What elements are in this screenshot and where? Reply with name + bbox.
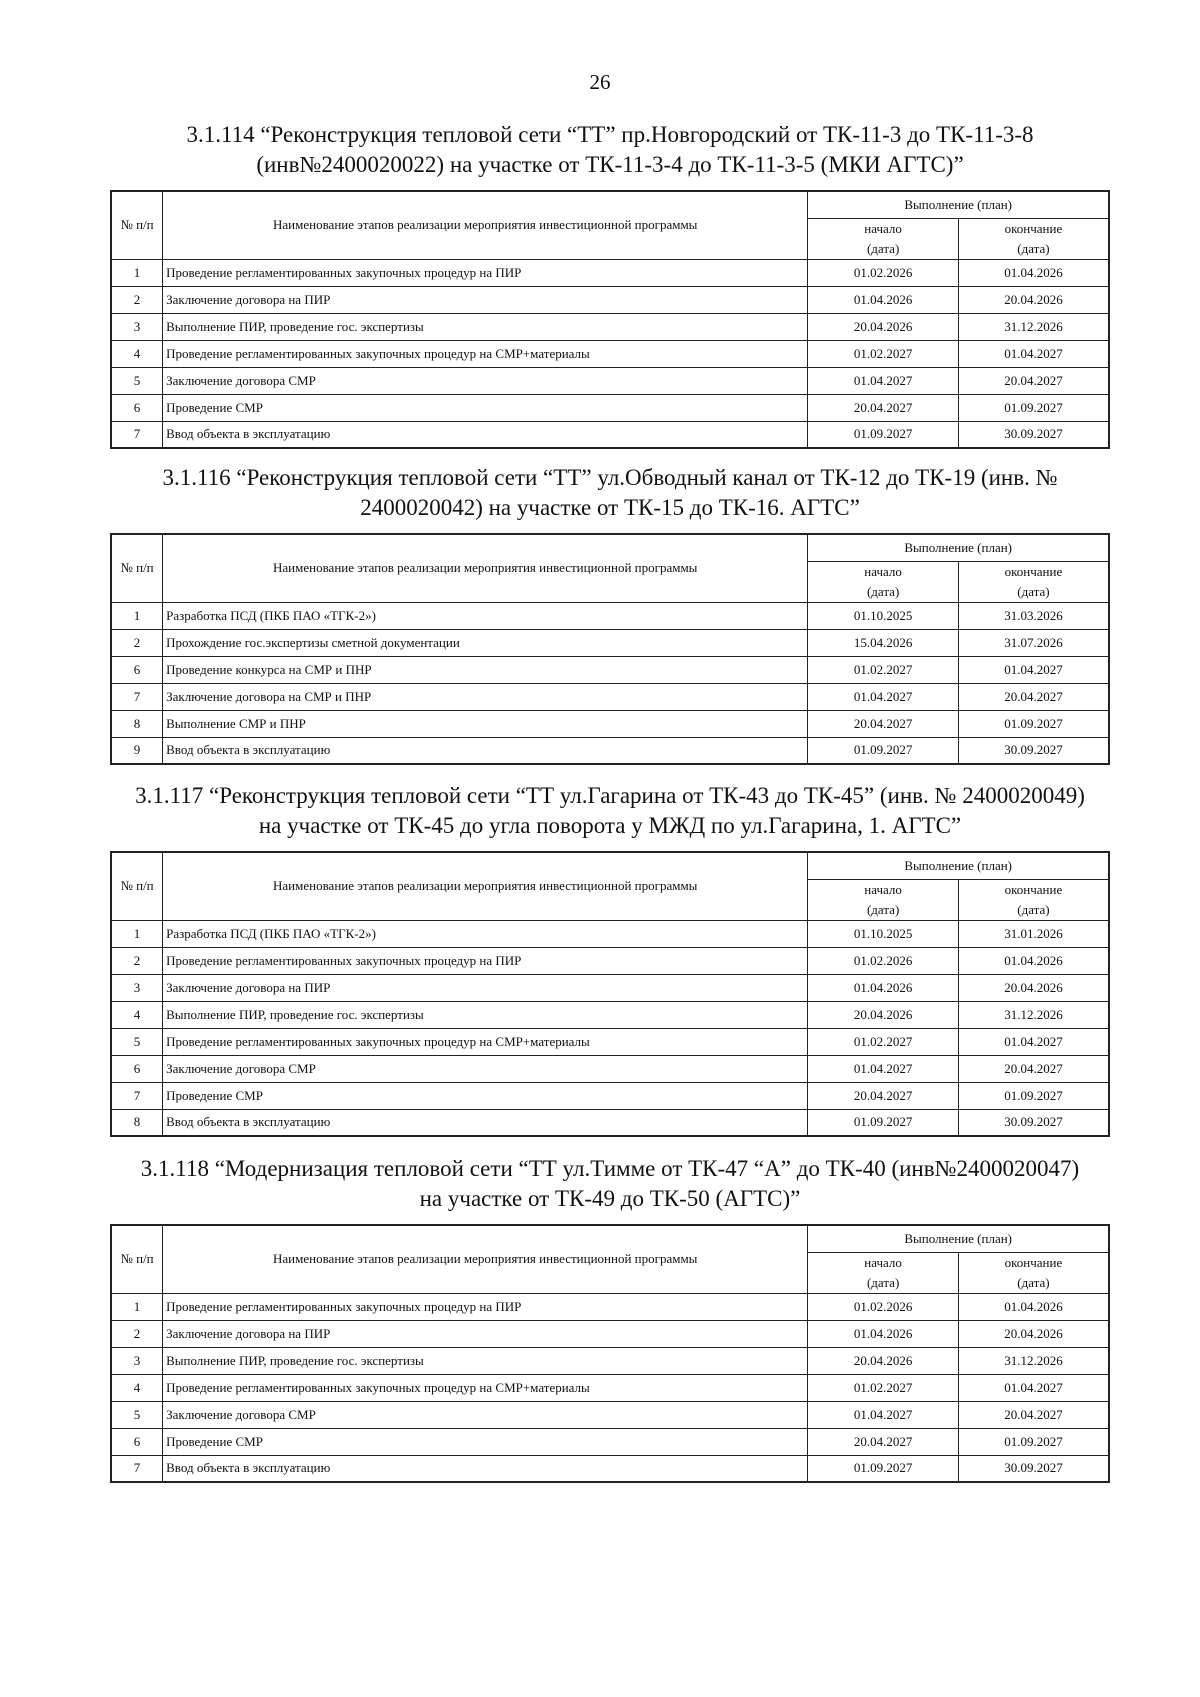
header-execution: Выполнение (план) — [808, 191, 1109, 218]
header-end-label: окончание — [1004, 1254, 1063, 1270]
row-start-date: 15.04.2026 — [808, 629, 959, 656]
header-name: Наименование этапов реализации мероприятия инвестиционной программы — [163, 1225, 808, 1293]
table-row — [111, 1293, 1109, 1320]
header-start-sublabel: (дата) — [866, 1274, 900, 1290]
row-start-date: 01.04.2026 — [808, 974, 959, 1001]
row-end-date: 01.04.2027 — [958, 1374, 1109, 1401]
row-start-date: 20.04.2026 — [808, 1001, 959, 1028]
section-title — [90, 463, 1130, 523]
row-stage-name: Заключение договора на ПИР — [163, 974, 808, 1001]
row-start-date: 20.04.2027 — [808, 394, 959, 421]
section-title — [90, 1154, 1130, 1214]
row-end-date: 30.09.2027 — [958, 737, 1109, 764]
table-row — [111, 1401, 1109, 1428]
row-end-date: 01.04.2027 — [958, 656, 1109, 683]
page-number: 26 — [589, 70, 611, 94]
table-row — [111, 421, 1109, 448]
table-row — [111, 947, 1109, 974]
row-number: 7 — [111, 1455, 163, 1482]
header-end-sublabel: (дата) — [1017, 240, 1050, 256]
section-3-1-118 — [110, 1154, 1110, 1483]
row-number: 3 — [111, 1347, 163, 1374]
row-number: 5 — [111, 1401, 163, 1428]
row-stage-name: Выполнение ПИР, проведение гос. экспертизы — [163, 313, 808, 340]
row-end-date: 31.12.2026 — [958, 313, 1109, 340]
row-end-date: 31.01.2026 — [958, 920, 1109, 947]
table-row — [111, 1001, 1109, 1028]
header-num: № п/п — [111, 191, 163, 259]
row-stage-name: Ввод объекта в эксплуатацию — [163, 421, 808, 448]
row-start-date: 01.04.2027 — [808, 683, 959, 710]
header-start — [808, 1252, 959, 1293]
row-end-date: 30.09.2027 — [958, 1455, 1109, 1482]
header-start — [808, 561, 959, 602]
header-num: № п/п — [111, 852, 163, 920]
row-number: 1 — [111, 920, 163, 947]
row-start-date: 01.02.2026 — [808, 947, 959, 974]
table-row — [111, 313, 1109, 340]
row-stage-name: Заключение договора СМР — [163, 1401, 808, 1428]
row-start-date: 01.02.2027 — [808, 1028, 959, 1055]
row-number: 5 — [111, 367, 163, 394]
row-number: 7 — [111, 421, 163, 448]
row-start-date: 01.09.2027 — [808, 1455, 959, 1482]
row-end-date: 20.04.2026 — [958, 1320, 1109, 1347]
header-execution: Выполнение (план) — [808, 1225, 1109, 1252]
header-execution: Выполнение (план) — [808, 534, 1109, 561]
header-name: Наименование этапов реализации мероприятия инвестиционной программы — [163, 191, 808, 259]
row-stage-name: Заключение договора на ПИР — [163, 1320, 808, 1347]
table-row — [111, 367, 1109, 394]
table-row — [111, 629, 1109, 656]
section-title-line1: 3.1.114 “Реконструкция тепловой сети “ТТ” пр.Новгородский от ТК-11-3 до ТК-11-3-8 — [186, 122, 1034, 147]
header-start-sublabel: (дата) — [866, 240, 900, 256]
row-stage-name: Проведение регламентированных закупочных процедур на ПИР — [163, 947, 808, 974]
row-end-date: 30.09.2027 — [958, 421, 1109, 448]
row-stage-name: Прохождение гос.экспертизы сметной документации — [163, 629, 808, 656]
row-end-date: 20.04.2027 — [958, 1401, 1109, 1428]
row-number: 6 — [111, 1428, 163, 1455]
row-start-date: 01.10.2025 — [808, 602, 959, 629]
section-title-line2: на участке от ТК-45 до угла поворота у МЖД по ул.Гагарина, 1. АГТС” — [258, 813, 962, 838]
section-title — [90, 120, 1130, 180]
row-start-date: 20.04.2027 — [808, 1082, 959, 1109]
row-start-date: 01.04.2027 — [808, 367, 959, 394]
section-title-line2: 2400020042) на участке от ТК-15 до ТК-16. АГТС” — [360, 495, 860, 520]
row-number: 6 — [111, 394, 163, 421]
header-end — [958, 879, 1109, 920]
row-stage-name: Проведение конкурса на СМР и ПНР — [163, 656, 808, 683]
header-start-label: начало — [864, 220, 902, 236]
table-row — [111, 286, 1109, 313]
row-number: 4 — [111, 340, 163, 367]
row-stage-name: Заключение договора СМР — [163, 367, 808, 394]
row-start-date: 01.04.2027 — [808, 1401, 959, 1428]
table-row — [111, 1428, 1109, 1455]
section-title-line1: 3.1.118 “Модернизация тепловой сети “ТТ ул.Тимме от ТК-47 “А” до ТК-40 (инв№2400020047) — [140, 1156, 1080, 1181]
table-row — [111, 1055, 1109, 1082]
table-row — [111, 259, 1109, 286]
section-title-line2: на участке от ТК-49 до ТК-50 (АГТС)” — [419, 1186, 801, 1211]
header-num: № п/п — [111, 1225, 163, 1293]
header-start-label: начало — [864, 881, 902, 897]
header-start-label: начало — [864, 1254, 902, 1270]
row-start-date: 01.09.2027 — [808, 737, 959, 764]
row-stage-name: Ввод объекта в эксплуатацию — [163, 737, 808, 764]
plan-table — [110, 851, 1110, 1137]
row-stage-name: Проведение регламентированных закупочных процедур на ПИР — [163, 259, 808, 286]
row-stage-name: Проведение регламентированных закупочных процедур на СМР+материалы — [163, 1028, 808, 1055]
row-number: 4 — [111, 1001, 163, 1028]
header-end-sublabel: (дата) — [1017, 583, 1050, 599]
row-number: 1 — [111, 602, 163, 629]
row-stage-name: Заключение договора СМР — [163, 1055, 808, 1082]
header-end-label: окончание — [1004, 220, 1063, 236]
table-row — [111, 1082, 1109, 1109]
row-start-date: 20.04.2026 — [808, 313, 959, 340]
row-stage-name: Заключение договора на ПИР — [163, 286, 808, 313]
table-row — [111, 920, 1109, 947]
row-end-date: 01.04.2027 — [958, 340, 1109, 367]
table-row — [111, 683, 1109, 710]
row-number: 4 — [111, 1374, 163, 1401]
header-execution: Выполнение (план) — [808, 852, 1109, 879]
row-stage-name: Ввод объекта в эксплуатацию — [163, 1455, 808, 1482]
row-end-date: 20.04.2027 — [958, 367, 1109, 394]
row-stage-name: Проведение регламентированных закупочных процедур на ПИР — [163, 1293, 808, 1320]
table-row — [111, 1347, 1109, 1374]
table-row — [111, 737, 1109, 764]
row-end-date: 01.04.2026 — [958, 1293, 1109, 1320]
table-row — [111, 710, 1109, 737]
row-stage-name: Выполнение СМР и ПНР — [163, 710, 808, 737]
header-end — [958, 561, 1109, 602]
row-number: 8 — [111, 1109, 163, 1136]
section-title-line2: (инв№2400020022) на участке от ТК-11-3-4 до ТК-11-3-5 (МКИ АГТС)” — [256, 152, 964, 177]
section-3-1-116 — [110, 463, 1110, 765]
row-number: 7 — [111, 683, 163, 710]
plan-table — [110, 533, 1110, 765]
header-start-label: начало — [864, 563, 902, 579]
row-start-date: 01.02.2027 — [808, 1374, 959, 1401]
header-end-sublabel: (дата) — [1017, 1274, 1050, 1290]
row-start-date: 01.09.2027 — [808, 1109, 959, 1136]
row-end-date: 01.09.2027 — [958, 1428, 1109, 1455]
header-end-sublabel: (дата) — [1017, 901, 1050, 917]
row-stage-name: Ввод объекта в эксплуатацию — [163, 1109, 808, 1136]
table-row — [111, 340, 1109, 367]
header-start — [808, 218, 959, 259]
header-start — [808, 879, 959, 920]
row-start-date: 20.04.2027 — [808, 710, 959, 737]
table-row — [111, 656, 1109, 683]
row-end-date: 20.04.2026 — [958, 286, 1109, 313]
row-stage-name: Проведение СМР — [163, 394, 808, 421]
row-end-date: 20.04.2027 — [958, 683, 1109, 710]
row-number: 2 — [111, 286, 163, 313]
row-start-date: 01.04.2027 — [808, 1055, 959, 1082]
row-end-date: 01.04.2026 — [958, 947, 1109, 974]
table-row — [111, 1028, 1109, 1055]
row-number: 1 — [111, 1293, 163, 1320]
row-end-date: 31.07.2026 — [958, 629, 1109, 656]
row-end-date: 20.04.2026 — [958, 974, 1109, 1001]
row-number: 6 — [111, 1055, 163, 1082]
row-start-date: 01.04.2026 — [808, 1320, 959, 1347]
row-start-date: 01.02.2027 — [808, 340, 959, 367]
row-end-date: 31.12.2026 — [958, 1347, 1109, 1374]
row-stage-name: Выполнение ПИР, проведение гос. экспертизы — [163, 1001, 808, 1028]
row-stage-name: Разработка ПСД (ПКБ ПАО «ТГК-2») — [163, 920, 808, 947]
row-start-date: 01.04.2026 — [808, 286, 959, 313]
row-number: 2 — [111, 1320, 163, 1347]
row-number: 3 — [111, 974, 163, 1001]
plan-table — [110, 190, 1110, 449]
header-end-label: окончание — [1004, 881, 1063, 897]
row-end-date: 20.04.2027 — [958, 1055, 1109, 1082]
row-stage-name: Проведение регламентированных закупочных процедур на СМР+материалы — [163, 340, 808, 367]
row-stage-name: Проведение регламентированных закупочных процедур на СМР+материалы — [163, 1374, 808, 1401]
row-stage-name: Проведение СМР — [163, 1082, 808, 1109]
row-end-date: 01.09.2027 — [958, 710, 1109, 737]
row-end-date: 30.09.2027 — [958, 1109, 1109, 1136]
row-end-date: 31.03.2026 — [958, 602, 1109, 629]
row-start-date: 01.09.2027 — [808, 421, 959, 448]
row-stage-name: Заключение договора на СМР и ПНР — [163, 683, 808, 710]
row-number: 2 — [111, 947, 163, 974]
row-end-date: 31.12.2026 — [958, 1001, 1109, 1028]
table-row — [111, 1455, 1109, 1482]
row-start-date: 01.10.2025 — [808, 920, 959, 947]
table-row — [111, 1109, 1109, 1136]
table-row — [111, 602, 1109, 629]
row-number: 3 — [111, 313, 163, 340]
section-title-line1: 3.1.116 “Реконструкция тепловой сети “ТТ” ул.Обводный канал от ТК-12 до ТК-19 (инв. № — [162, 465, 1058, 490]
row-stage-name: Проведение СМР — [163, 1428, 808, 1455]
row-end-date: 01.04.2026 — [958, 259, 1109, 286]
row-number: 6 — [111, 656, 163, 683]
row-number: 1 — [111, 259, 163, 286]
row-start-date: 01.02.2026 — [808, 259, 959, 286]
row-stage-name: Выполнение ПИР, проведение гос. экспертизы — [163, 1347, 808, 1374]
table-row — [111, 1320, 1109, 1347]
row-end-date: 01.04.2027 — [958, 1028, 1109, 1055]
plan-table — [110, 1224, 1110, 1483]
row-start-date: 20.04.2026 — [808, 1347, 959, 1374]
row-end-date: 01.09.2027 — [958, 1082, 1109, 1109]
section-3-1-117 — [110, 781, 1110, 1137]
header-name: Наименование этапов реализации мероприятия инвестиционной программы — [163, 534, 808, 602]
header-end — [958, 1252, 1109, 1293]
row-start-date: 20.04.2027 — [808, 1428, 959, 1455]
header-end-label: окончание — [1004, 563, 1063, 579]
row-number: 7 — [111, 1082, 163, 1109]
header-name: Наименование этапов реализации мероприятия инвестиционной программы — [163, 852, 808, 920]
row-start-date: 01.02.2026 — [808, 1293, 959, 1320]
section-title-line1: 3.1.117 “Реконструкция тепловой сети “ТТ ул.Гагарина от ТК-43 до ТК-45” (инв. № 2400020049) — [135, 783, 1085, 808]
row-start-date: 01.02.2027 — [808, 656, 959, 683]
table-row — [111, 1374, 1109, 1401]
section-title — [90, 781, 1130, 841]
header-end — [958, 218, 1109, 259]
row-stage-name: Разработка ПСД (ПКБ ПАО «ТГК-2») — [163, 602, 808, 629]
section-3-1-114 — [110, 120, 1110, 449]
header-start-sublabel: (дата) — [866, 583, 900, 599]
table-row — [111, 974, 1109, 1001]
row-number: 5 — [111, 1028, 163, 1055]
row-number: 9 — [111, 737, 163, 764]
row-end-date: 01.09.2027 — [958, 394, 1109, 421]
row-number: 2 — [111, 629, 163, 656]
header-num: № п/п — [111, 534, 163, 602]
table-row — [111, 394, 1109, 421]
row-number: 8 — [111, 710, 163, 737]
header-start-sublabel: (дата) — [866, 901, 900, 917]
